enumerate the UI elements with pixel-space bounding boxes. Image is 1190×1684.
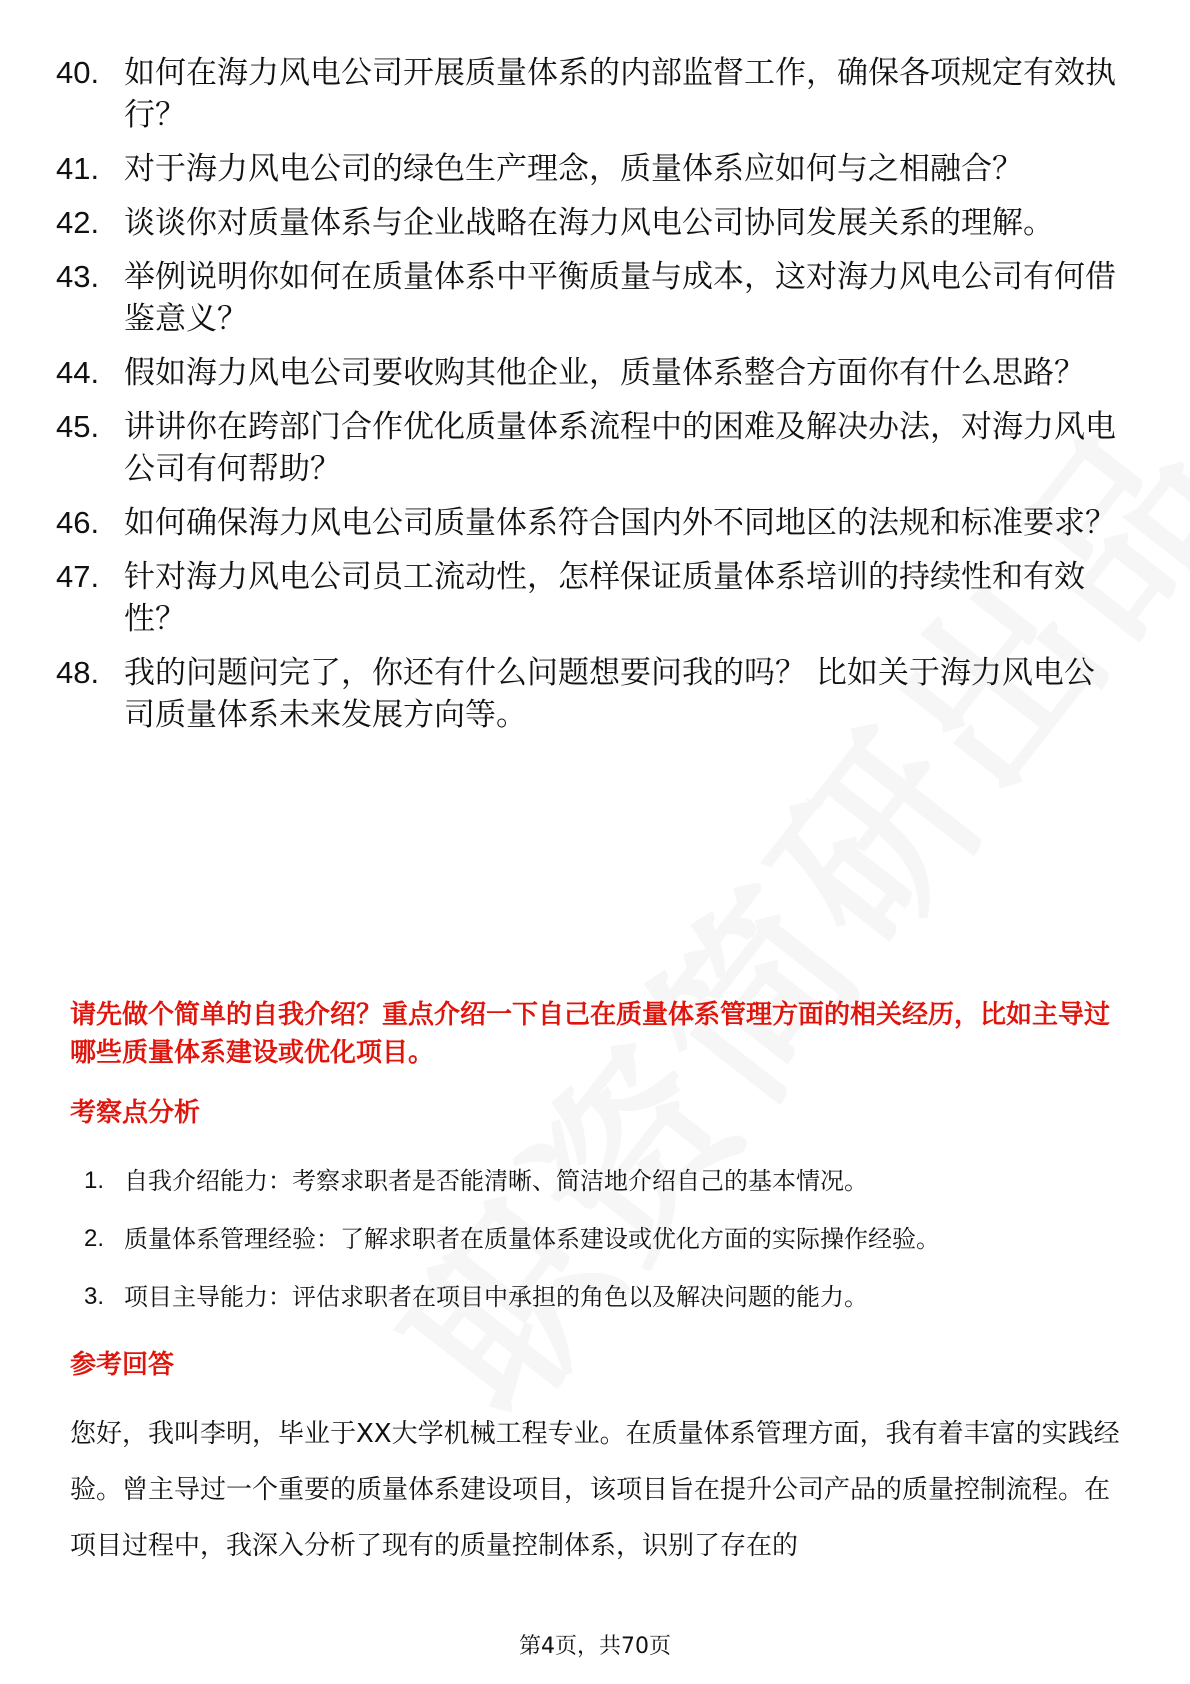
question-item — [56, 556, 1136, 640]
question-number: 43. — [56, 259, 100, 294]
highlighted-question: 请先做个简单的自我介绍？重点介绍一下自己在质量体系管理方面的相关经历，比如主导过哪些质量体系建设或优化项目。 — [70, 1000, 1111, 1068]
question-item — [56, 148, 1136, 190]
question-number: 44. — [56, 355, 100, 390]
question-text: 对于海力风电公司的绿色生产理念，质量体系应如何与之相融合？ — [124, 151, 1023, 187]
question-item — [56, 52, 1136, 136]
analysis-text: 自我介绍能力：考察求职者是否能清晰、简洁地介绍自己的基本情况。 — [124, 1167, 868, 1195]
question-text: 如何在海力风电公司开展质量体系的内部监督工作，确保各项规定有效执行？ — [124, 55, 1116, 133]
analysis-item — [70, 1222, 1130, 1256]
question-text: 假如海力风电公司要收购其他企业，质量体系整合方面你有什么思路？ — [124, 355, 1085, 391]
answer-title: 参考回答 — [70, 1350, 175, 1380]
question-number: 48. — [56, 655, 100, 690]
analysis-number: 2. — [83, 1225, 104, 1252]
analysis-title: 考察点分析 — [70, 1098, 201, 1128]
question-text: 如何确保海力风电公司质量体系符合国内外不同地区的法规和标准要求？ — [124, 505, 1116, 541]
answer-body: 您好，我叫李明，毕业于XX大学机械工程专业。在质量体系管理方面，我有着丰富的实践经验。曾主导过一个重要的质量体系建设项目，该项目旨在提升公司产品的质量控制流程。在项目过程中，我深入分析了现有的质量控制体系，识别了存在的 — [70, 1419, 1120, 1561]
question-number: 42. — [56, 205, 100, 240]
page-footer: 第4页，共70页 — [519, 1634, 671, 1659]
question-number: 40. — [56, 55, 100, 90]
question-item — [56, 652, 1136, 736]
analysis-text: 质量体系管理经验：了解求职者在质量体系建设或优化方面的实际操作经验。 — [124, 1225, 940, 1253]
question-number: 47. — [56, 559, 100, 594]
analysis-text: 项目主导能力：评估求职者在项目中承担的角色以及解决问题的能力。 — [124, 1283, 868, 1311]
question-text: 针对海力风电公司员工流动性，怎样保证质量体系培训的持续性和有效性？ — [124, 559, 1085, 637]
question-text: 讲讲你在跨部门合作优化质量体系流程中的困难及解决办法，对海力风电公司有何帮助？ — [124, 409, 1116, 487]
analysis-item — [70, 1280, 1130, 1314]
question-item — [56, 256, 1136, 340]
question-item — [56, 202, 1136, 244]
analysis-item — [70, 1164, 1130, 1198]
question-number: 45. — [56, 409, 100, 444]
question-text: 举例说明你如何在质量体系中平衡质量与成本，这对海力风电公司有何借鉴意义？ — [124, 259, 1116, 337]
question-text: 我的问题问完了，你还有什么问题想要问我的吗？ 比如关于海力风电公司质量体系未来发展方向等。 — [124, 655, 1095, 733]
question-item — [56, 352, 1136, 394]
question-number: 46. — [56, 505, 100, 540]
analysis-list — [70, 1164, 1130, 1338]
analysis-number: 1. — [83, 1167, 104, 1194]
analysis-number: 3. — [83, 1283, 104, 1310]
question-list — [56, 52, 1136, 748]
question-item — [56, 502, 1136, 544]
question-text: 谈谈你对质量体系与企业战略在海力风电公司协同发展关系的理解。 — [124, 205, 1054, 241]
question-item — [56, 406, 1136, 490]
question-number: 41. — [56, 151, 100, 186]
